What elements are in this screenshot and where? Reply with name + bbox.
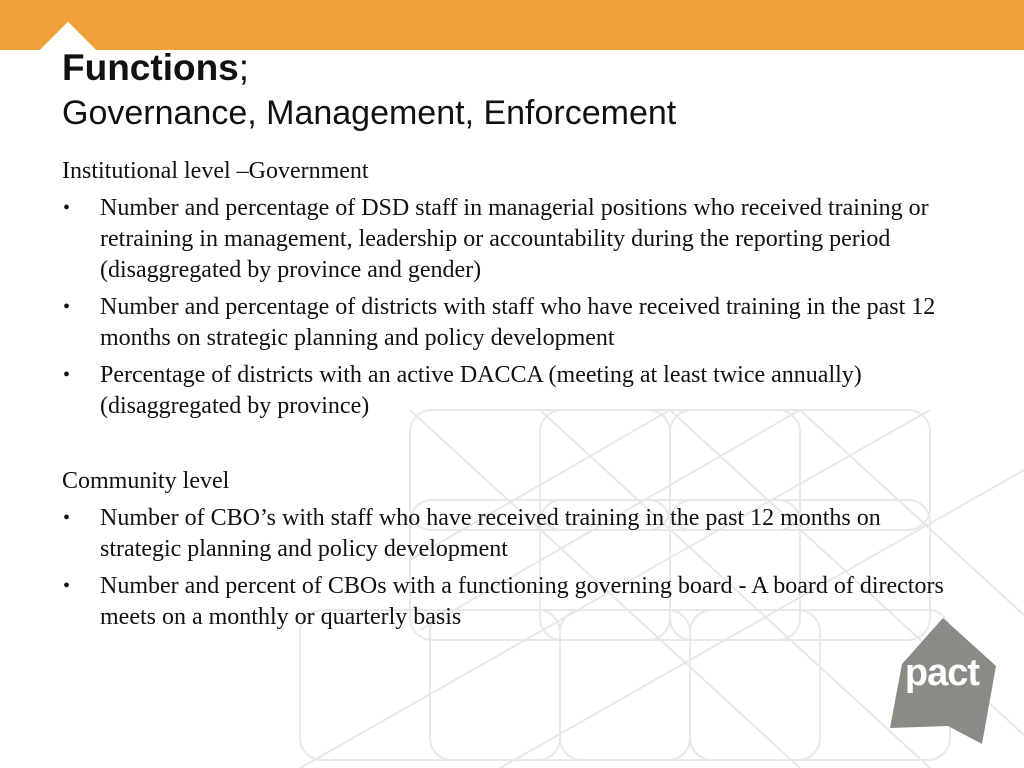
bullet-text: Number and percentage of DSD staff in managerial positions who received training or retraining in management, leadership or accountability during the reporting period (disaggregated by province and gender)	[100, 195, 929, 283]
title-bold: Functions	[62, 47, 239, 88]
bullet-item	[62, 503, 962, 565]
bullet-dot-icon: •	[63, 197, 71, 219]
title-subtitle: Governance, Management, Enforcement	[62, 94, 677, 132]
slide-title	[62, 46, 676, 134]
pact-logo-text: pact	[904, 652, 980, 694]
section-spacer	[62, 428, 962, 466]
title-punct: ;	[238, 47, 250, 88]
bullet-text: Number of CBO’s with staff who have received training in the past 12 months on strategic planning and policy development	[100, 505, 881, 562]
bullet-dot-icon: •	[63, 507, 71, 529]
section-heading-community: Community level	[62, 468, 230, 494]
section-heading-institutional: Institutional level –Government	[62, 158, 369, 184]
bullet-text: Percentage of districts with an active DACCA (meeting at least twice annually) (disaggregated by province)	[100, 362, 862, 419]
bullet-text: Number and percentage of districts with staff who have received training in the past 12 months on strategic planning and policy development	[100, 294, 936, 351]
bullet-item	[62, 193, 962, 286]
bullet-dot-icon: •	[63, 364, 71, 386]
bullet-list-community	[62, 503, 962, 633]
bullet-list-institutional	[62, 193, 962, 422]
slide-body	[62, 156, 962, 639]
bullet-dot-icon: •	[63, 575, 71, 597]
bullet-text: Number and percent of CBOs with a functioning governing board - A board of directors meets on a monthly or quarterly basis	[100, 573, 944, 630]
bullet-item	[62, 360, 962, 422]
bullet-item	[62, 292, 962, 354]
title-main	[62, 46, 676, 90]
bullet-dot-icon: •	[63, 296, 71, 318]
bullet-item	[62, 571, 962, 633]
